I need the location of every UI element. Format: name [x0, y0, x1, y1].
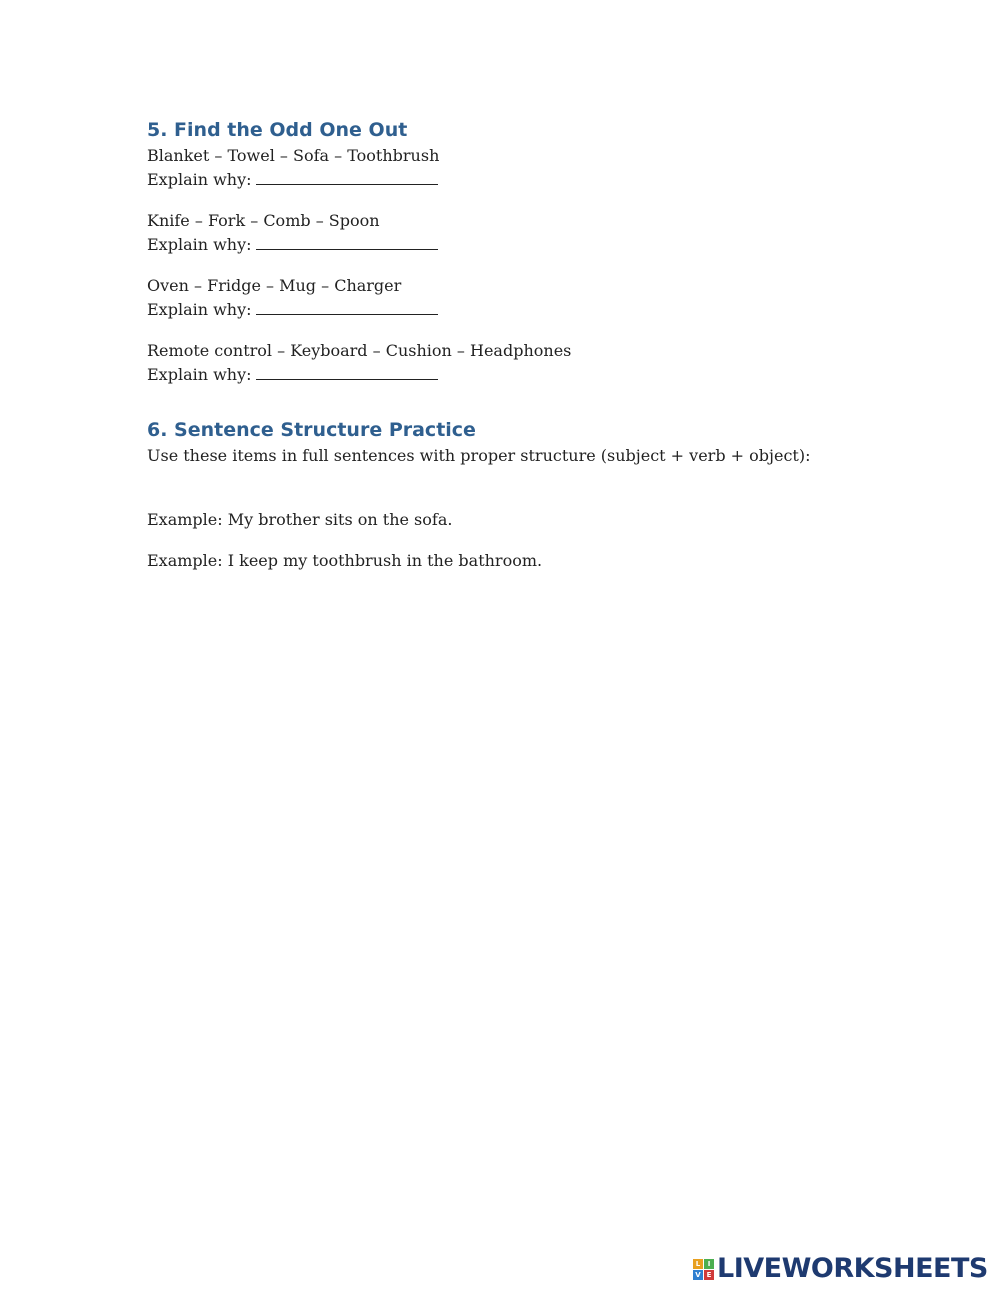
section-5-title: 5. Find the Odd One Out — [147, 119, 408, 141]
section-sentence-structure — [147, 416, 907, 573]
answer-blank[interactable] — [256, 299, 438, 315]
section-find-odd-one-out — [147, 116, 907, 387]
liveworksheets-logo — [693, 1255, 988, 1283]
word-list: Blanket – Towel – Sofa – Toothbrush — [147, 146, 440, 165]
explain-line — [147, 298, 907, 322]
explain-label: Explain why: — [147, 235, 252, 254]
logo-block: I — [704, 1259, 714, 1269]
logo-icon — [693, 1259, 714, 1280]
instruction-text: Use these items in full sentences with proper structure (subject + verb + object): — [147, 446, 811, 465]
example-sentence: Example: I keep my toothbrush in the bathroom. — [147, 551, 543, 570]
odd-one-out-item — [147, 339, 907, 387]
section-6-title: 6. Sentence Structure Practice — [147, 419, 476, 441]
example-sentence: Example: My brother sits on the sofa. — [147, 510, 453, 529]
odd-one-out-item — [147, 274, 907, 322]
answer-blank[interactable] — [256, 234, 438, 250]
word-list: Oven – Fridge – Mug – Charger — [147, 276, 402, 295]
odd-one-out-item — [147, 144, 907, 192]
answer-blank[interactable] — [256, 364, 438, 380]
answer-blank[interactable] — [256, 169, 438, 185]
logo-block: E — [704, 1270, 714, 1280]
odd-one-out-item — [147, 209, 907, 257]
explain-line — [147, 363, 907, 387]
explain-line — [147, 168, 907, 192]
logo-block: L — [693, 1259, 703, 1269]
explain-label: Explain why: — [147, 170, 252, 189]
worksheet-page — [147, 116, 907, 590]
explain-line — [147, 233, 907, 257]
word-list: Knife – Fork – Comb – Spoon — [147, 211, 380, 230]
explain-label: Explain why: — [147, 300, 252, 319]
logo-text: LIVEWORKSHEETS — [717, 1253, 988, 1284]
word-list: Remote control – Keyboard – Cushion – Headphones — [147, 341, 572, 360]
explain-label: Explain why: — [147, 365, 252, 384]
logo-block: V — [693, 1270, 703, 1280]
